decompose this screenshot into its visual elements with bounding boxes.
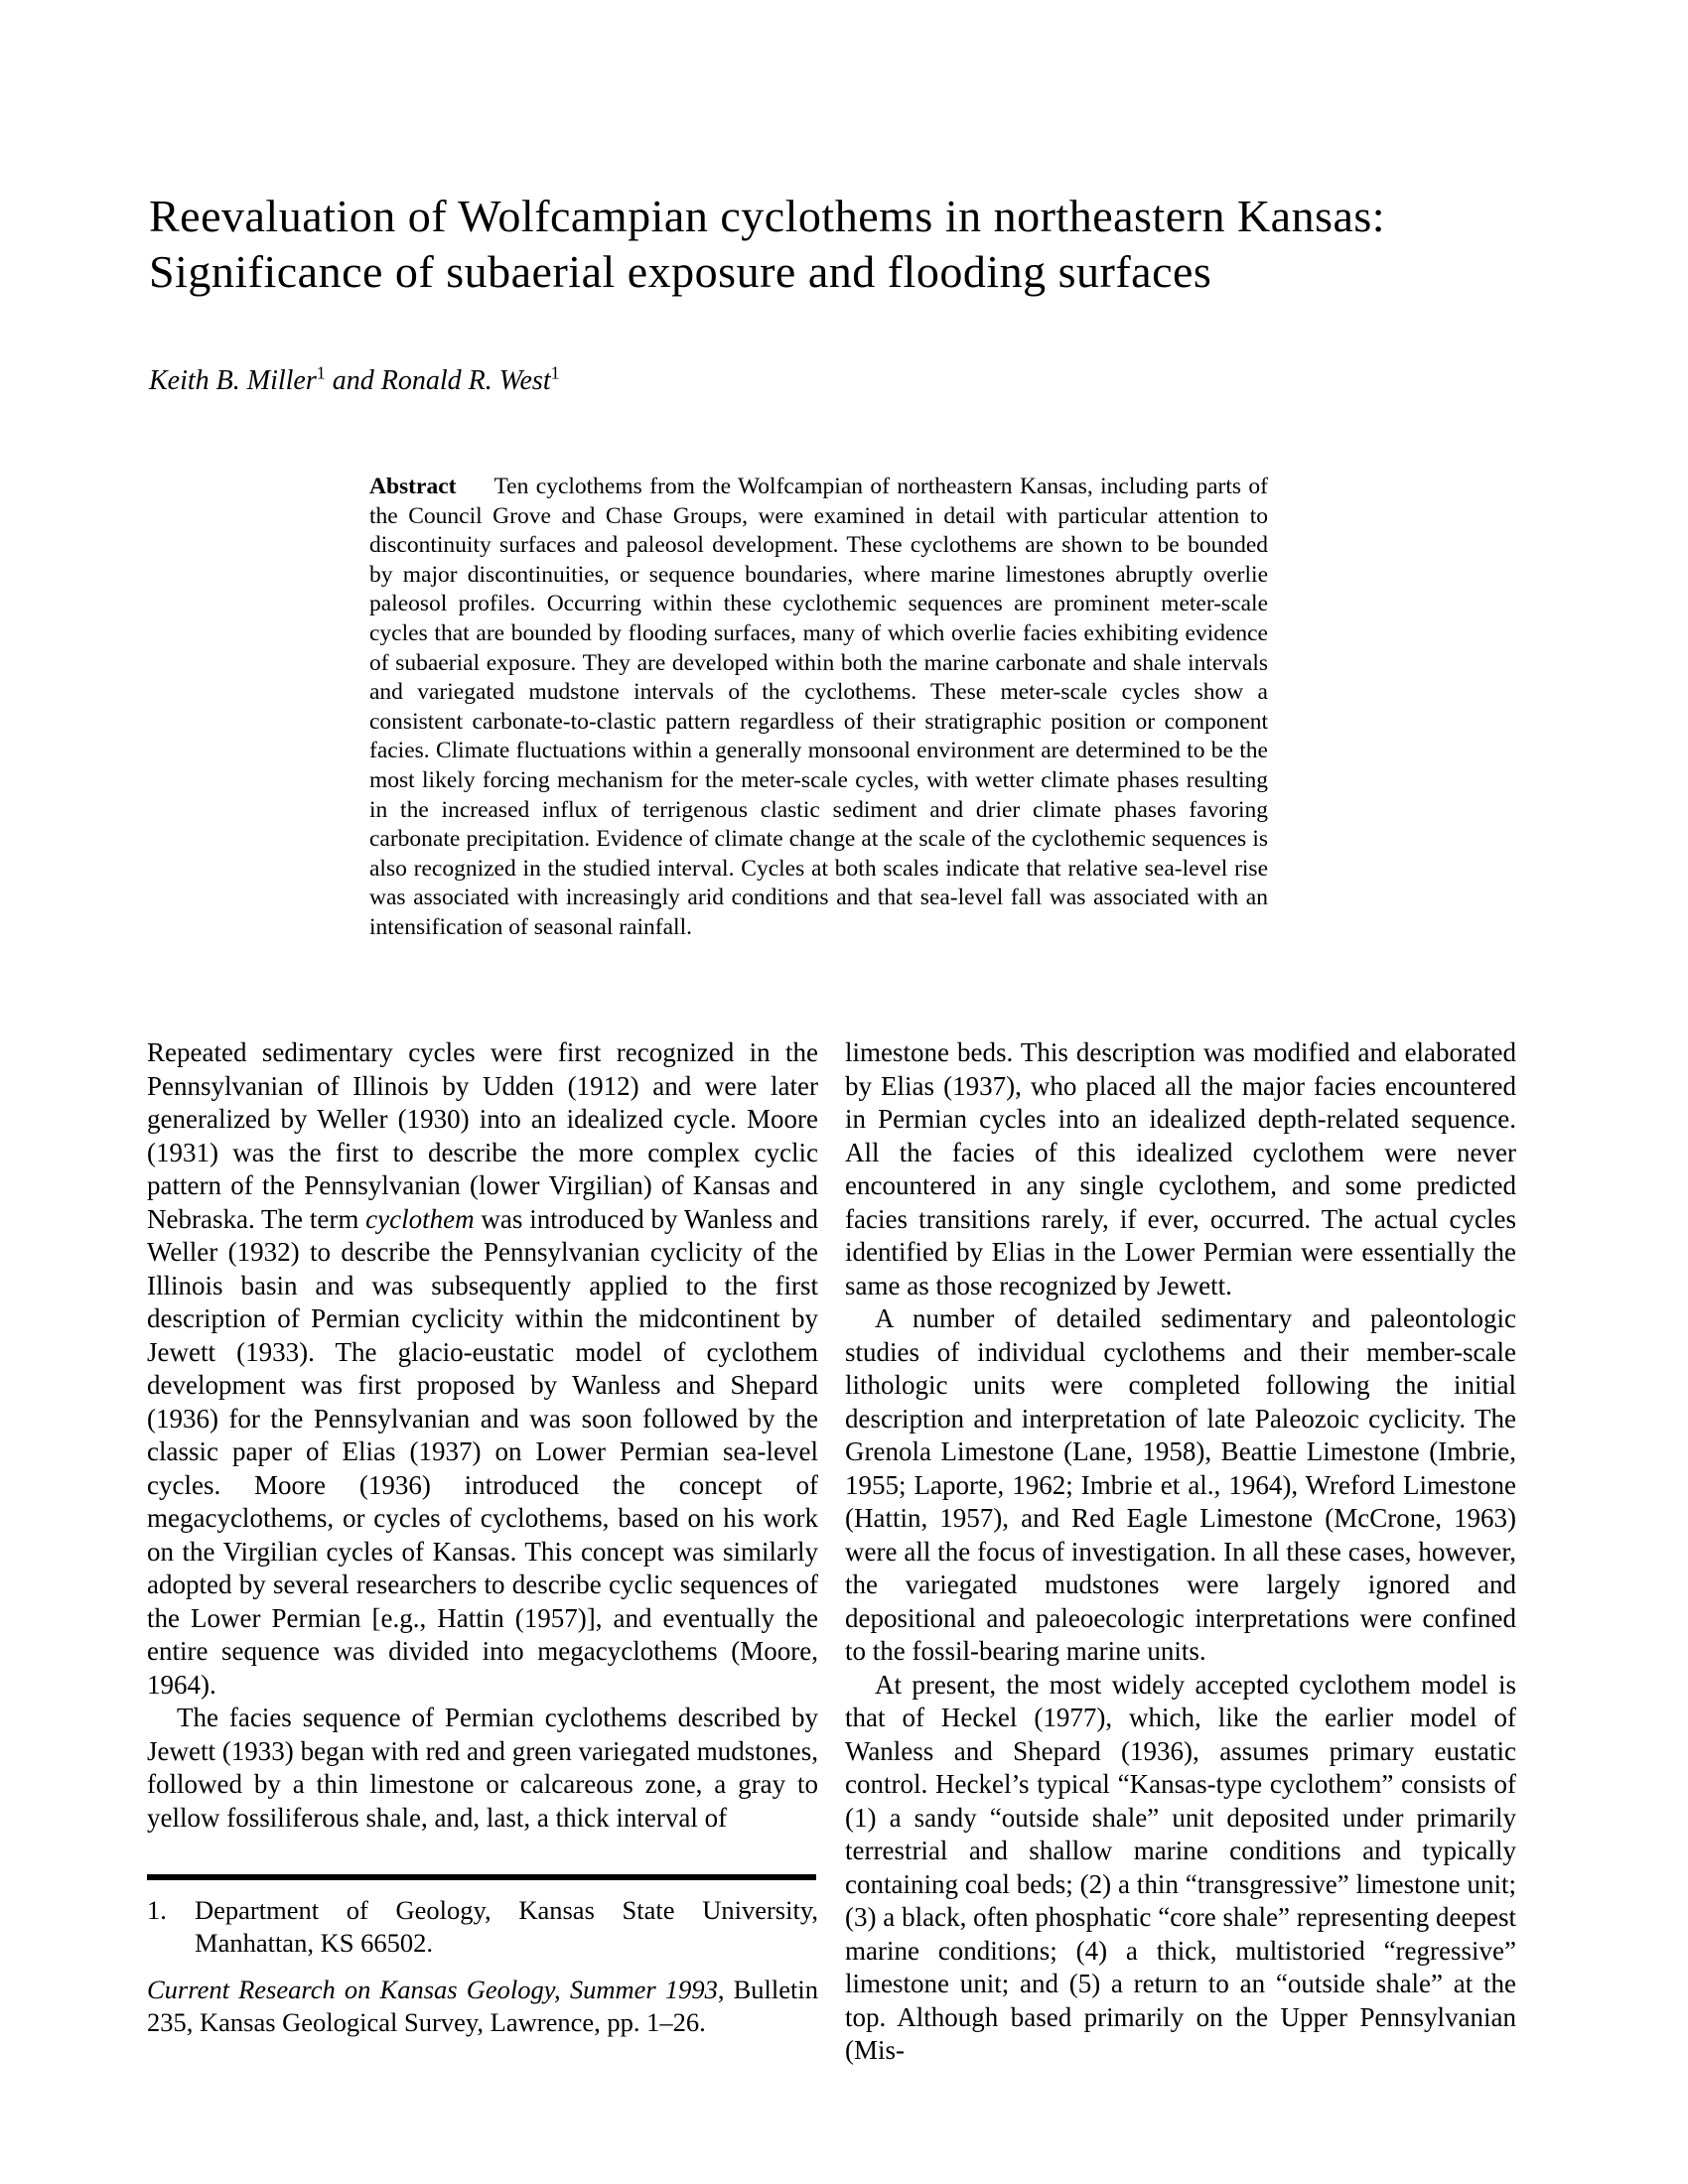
paragraph-detailed-studies: A number of detailed sedimentary and paleontologic studies of individual cyclothems and their member-scale lithologic units were completed following the initial description and interpretation of late Paleozoic cyclicity. The Grenola Limestone (Lane, 1958), Beattie Limestone (Imbrie, 1955; Laporte, 1962; Imbrie et al., 1964), Wreford Limestone (Hattin, 1957), and Red Eagle Limestone (McCrone, 1963) were all the focus of investigation. In all these cases, however, the variegated mudstones were largely ignored and depositional and paleoecologic interpretations were confined to the fossil-bearing marine units. — [845, 1303, 1516, 1666]
italic-term-cyclothem: cyclothem — [365, 1203, 475, 1234]
paragraph-intro-text-a: Repeated sedimentary cycles were first recognized in the Pennsylvanian of Illinois by Udden (1912) and were later generalized by Weller (1930) into an idealized cycle. Moore (1931) was the first to describe the more complex cyclic pattern of the Pennsylvanian (lower Virgilian) of Kansas and Nebraska. The term — [147, 1037, 818, 1234]
body-right-column — [845, 1036, 1516, 2068]
abstract-label: Abstract — [369, 474, 457, 499]
author-2: Ronald R. West — [380, 365, 551, 396]
paper-title-line2: Significance of subaerial exposure and flooding surfaces — [149, 246, 1212, 297]
paragraph-limestone-beds: limestone beds. This description was modified and elaborated by Elias (1937), who placed all the major facies encountered in Permian cycles into an idealized depth-related sequence. All the facies of this idealized cyclothem were never encountered in any single cyclothem, and some predicted facies transitions rarely, if ever, occurred. The actual cycles identified by Elias in the Lower Permian were essentially the same as those recognized by Jewett. — [845, 1037, 1516, 1300]
footnote-text: Department of Geology, Kansas State University, Manhattan, KS 66502. — [195, 1895, 818, 1958]
author-1: Keith B. Miller — [149, 365, 317, 396]
paper-title — [149, 189, 1559, 300]
author-1-affiliation-mark: 1 — [316, 362, 326, 383]
citation-details: , Bulletin 235, Kansas Geological Survey, Lawrence, pp. 1–26. — [147, 1975, 818, 2037]
paragraph-facies-sequence: The facies sequence of Permian cyclothems described by Jewett (1933) began with red and green variegated mudstones, followed by a thin limestone or calcareous zone, a gray to yellow fossiliferous shale, and, last, a thick interval of — [147, 1703, 818, 1833]
authors-connector: and — [325, 365, 381, 396]
footnote-number: 1. — [147, 1895, 167, 1925]
paragraph-intro — [147, 1036, 818, 1702]
authors-line — [149, 362, 560, 397]
footnote-section — [147, 1894, 818, 2039]
publication-citation — [147, 1974, 818, 2039]
footnote-divider — [147, 1874, 816, 1880]
author-2-affiliation-mark: 1 — [550, 362, 560, 383]
abstract-section — [369, 473, 1268, 943]
paragraph-intro-text-b: was introduced by Wanless and Weller (1932) to describe the Pennsylvanian cyclicity of the Illinois basin and was subsequently applied to the first description of Permian cyclicity within the midcontinent by Jewett (1933). The glacio-eustatic model of cyclothem development was first proposed by Wanless and Shepard (1936) for the Pennsylvanian and was soon followed by the classic paper of Elias (1937) on Lower Permian sea-level cycles. Moore (1936) introduced the concept of megacyclothems, or cycles of cyclothems, based on his work on the Virgilian cycles of Kansas. This concept was similarly adopted by several researchers to describe cyclic sequences of the Lower Permian [e.g., Hattin (1957)], and eventually the entire sequence was divided into megacyclothems (Moore, 1964). — [147, 1203, 818, 1700]
abstract-text: Ten cyclothems from the Wolfcampian of northeastern Kansas, including parts of the Council Grove and Chase Groups, were examined in detail with particular attention to discontinuity surfaces and paleosol development. These cyclothems are shown to be bounded by major discontinuities, or sequence boundaries, where marine limestones abruptly overlie paleosol profiles. Occurring within these cyclothemic sequences are prominent meter-scale cycles that are bounded by flooding surfaces, many of which overlie facies exhibiting evidence of subaerial exposure. They are developed within both the marine carbonate and shale intervals and variegated mudstone intervals of the cyclothems. These meter-scale cycles show a consistent carbonate-to-clastic pattern regardless of their stratigraphic position or component facies. Climate fluctuations within a generally monsoonal environment are determined to be the most likely forcing mechanism for the meter-scale cycles, with wetter climate phases resulting in the increased influx of terrigenous clastic sediment and drier climate phases favoring carbonate precipitation. Evidence of climate change at the scale of the cyclothemic sequences is also recognized in the studied interval. Cycles at both scales indicate that relative sea-level rise was associated with increasingly arid conditions and that sea-level fall was associated with an intensification of seasonal rainfall. — [369, 474, 1268, 940]
footnote-affiliation — [147, 1894, 818, 1960]
paper-title-line1: Reevaluation of Wolfcampian cyclothems in northeastern Kansas: — [149, 191, 1386, 241]
paragraph-heckel-model: At present, the most widely accepted cyclothem model is that of Heckel (1977), which, like the earlier model of Wanless and Shepard (1936), assumes primary eustatic control. Heckel’s typical “Kansas-type cyclothem” consists of (1) a sandy “outside shale” unit deposited under primarily terrestrial and shallow marine conditions and typically containing coal beds; (2) a thin “transgressive” limestone unit; (3) a black, often phosphatic “core shale” representing deepest marine conditions; (4) a thick, multistoried “regressive” limestone unit; and (5) a return to an “outside shale” at the top. Although based primarily on the Upper Pennsylvanian (Mis- — [845, 1669, 1516, 2065]
citation-journal: Current Research on Kansas Geology, Summer 1993 — [147, 1975, 718, 2004]
body-left-column — [147, 1036, 818, 1835]
